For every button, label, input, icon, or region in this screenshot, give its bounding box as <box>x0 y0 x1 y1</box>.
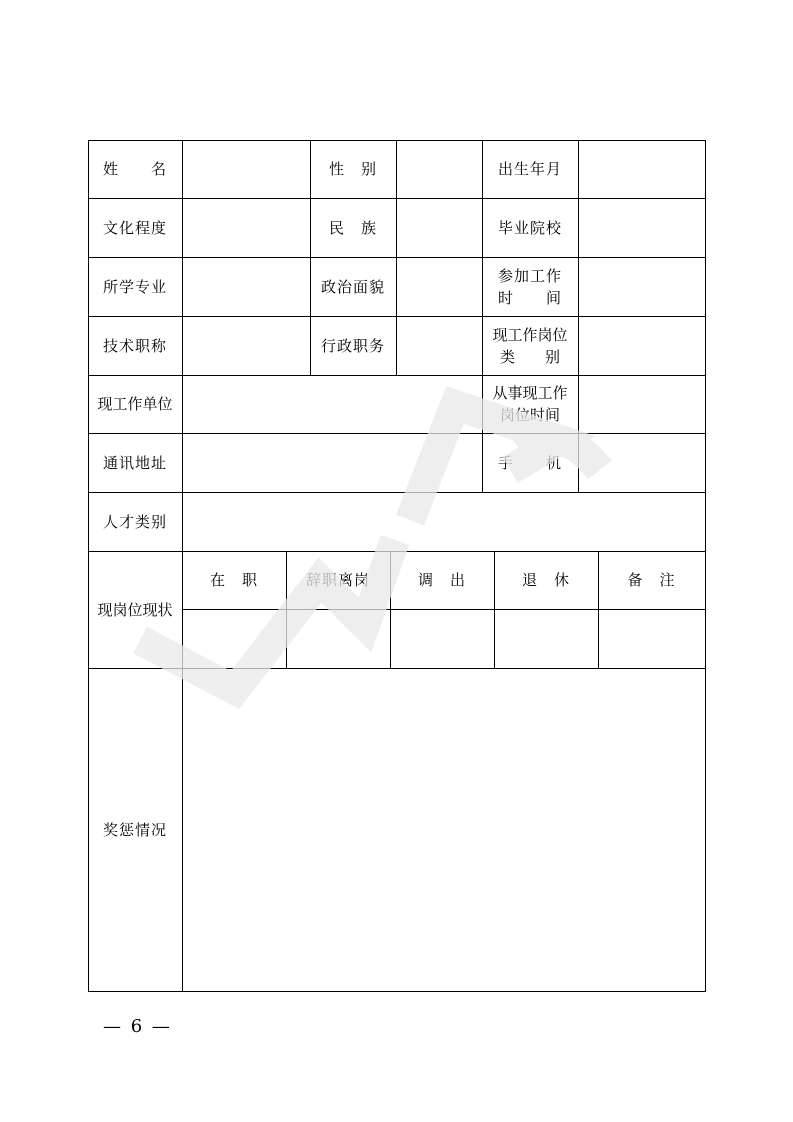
birth-field[interactable] <box>579 141 705 198</box>
address-label: 通讯地址 <box>102 453 167 472</box>
post-type-field[interactable] <box>579 317 705 375</box>
phone-label: 手 机 <box>497 453 562 472</box>
education-label: 文化程度 <box>102 218 167 237</box>
unit-label: 现工作单位 <box>97 395 173 413</box>
status-col-resigned: 辞职离岗 <box>305 571 370 589</box>
post-type-label-line1: 现工作岗位 <box>492 325 568 344</box>
talent-type-field[interactable] <box>183 493 705 551</box>
work-start-label-line2: 时 间 <box>497 288 562 307</box>
post-time-label-line2: 岗位时间 <box>499 406 560 424</box>
political-field[interactable] <box>397 258 482 316</box>
status-employed-field[interactable] <box>183 610 286 668</box>
post-type-label <box>482 316 578 375</box>
talent-type-label: 人才类别 <box>102 512 167 531</box>
status-col-employed: 在 职 <box>209 571 258 589</box>
post-time-label <box>482 375 578 433</box>
work-start-label <box>482 257 578 316</box>
page-number: — 6 — <box>103 1016 172 1037</box>
awards-field[interactable] <box>183 669 705 991</box>
status-col-remarks: 备 注 <box>627 571 676 589</box>
school-label: 毕业院校 <box>497 218 562 237</box>
political-label: 政治面貌 <box>320 277 385 296</box>
status-label: 现岗位现状 <box>97 600 173 619</box>
status-remarks-field[interactable] <box>599 610 705 668</box>
status-resigned-field[interactable] <box>287 610 390 668</box>
name-field[interactable] <box>183 141 310 198</box>
school-field[interactable] <box>579 199 705 257</box>
status-col-retired: 退 休 <box>521 571 570 589</box>
address-field[interactable] <box>183 434 482 492</box>
major-label: 所学专业 <box>102 277 167 296</box>
title-label: 技术职称 <box>102 336 167 355</box>
post-type-label-line2: 类 别 <box>499 347 560 366</box>
work-start-field[interactable] <box>579 258 705 316</box>
status-transferred-field[interactable] <box>391 610 494 668</box>
post-time-label-line1: 从事现工作 <box>492 384 568 402</box>
title-field[interactable] <box>183 317 310 375</box>
awards-label: 奖惩情况 <box>102 820 167 839</box>
ethnicity-field[interactable] <box>397 199 482 257</box>
table-border <box>88 991 706 992</box>
name-label: 姓 名 <box>102 160 167 178</box>
table-border <box>705 140 706 992</box>
post-time-field[interactable] <box>579 376 705 433</box>
status-retired-field[interactable] <box>495 610 598 668</box>
ethnicity-label: 民 族 <box>328 218 377 237</box>
status-col-transferred: 调 出 <box>417 571 466 589</box>
admin-post-field[interactable] <box>397 317 482 375</box>
admin-post-label: 行政职务 <box>320 336 385 355</box>
education-field[interactable] <box>183 199 310 257</box>
unit-field[interactable] <box>183 376 482 433</box>
gender-field[interactable] <box>397 141 482 198</box>
gender-label: 性 别 <box>328 160 377 178</box>
major-field[interactable] <box>183 258 310 316</box>
phone-field[interactable] <box>579 434 705 492</box>
work-start-label-line1: 参加工作 <box>497 266 562 285</box>
birth-label: 出生年月 <box>497 160 562 178</box>
